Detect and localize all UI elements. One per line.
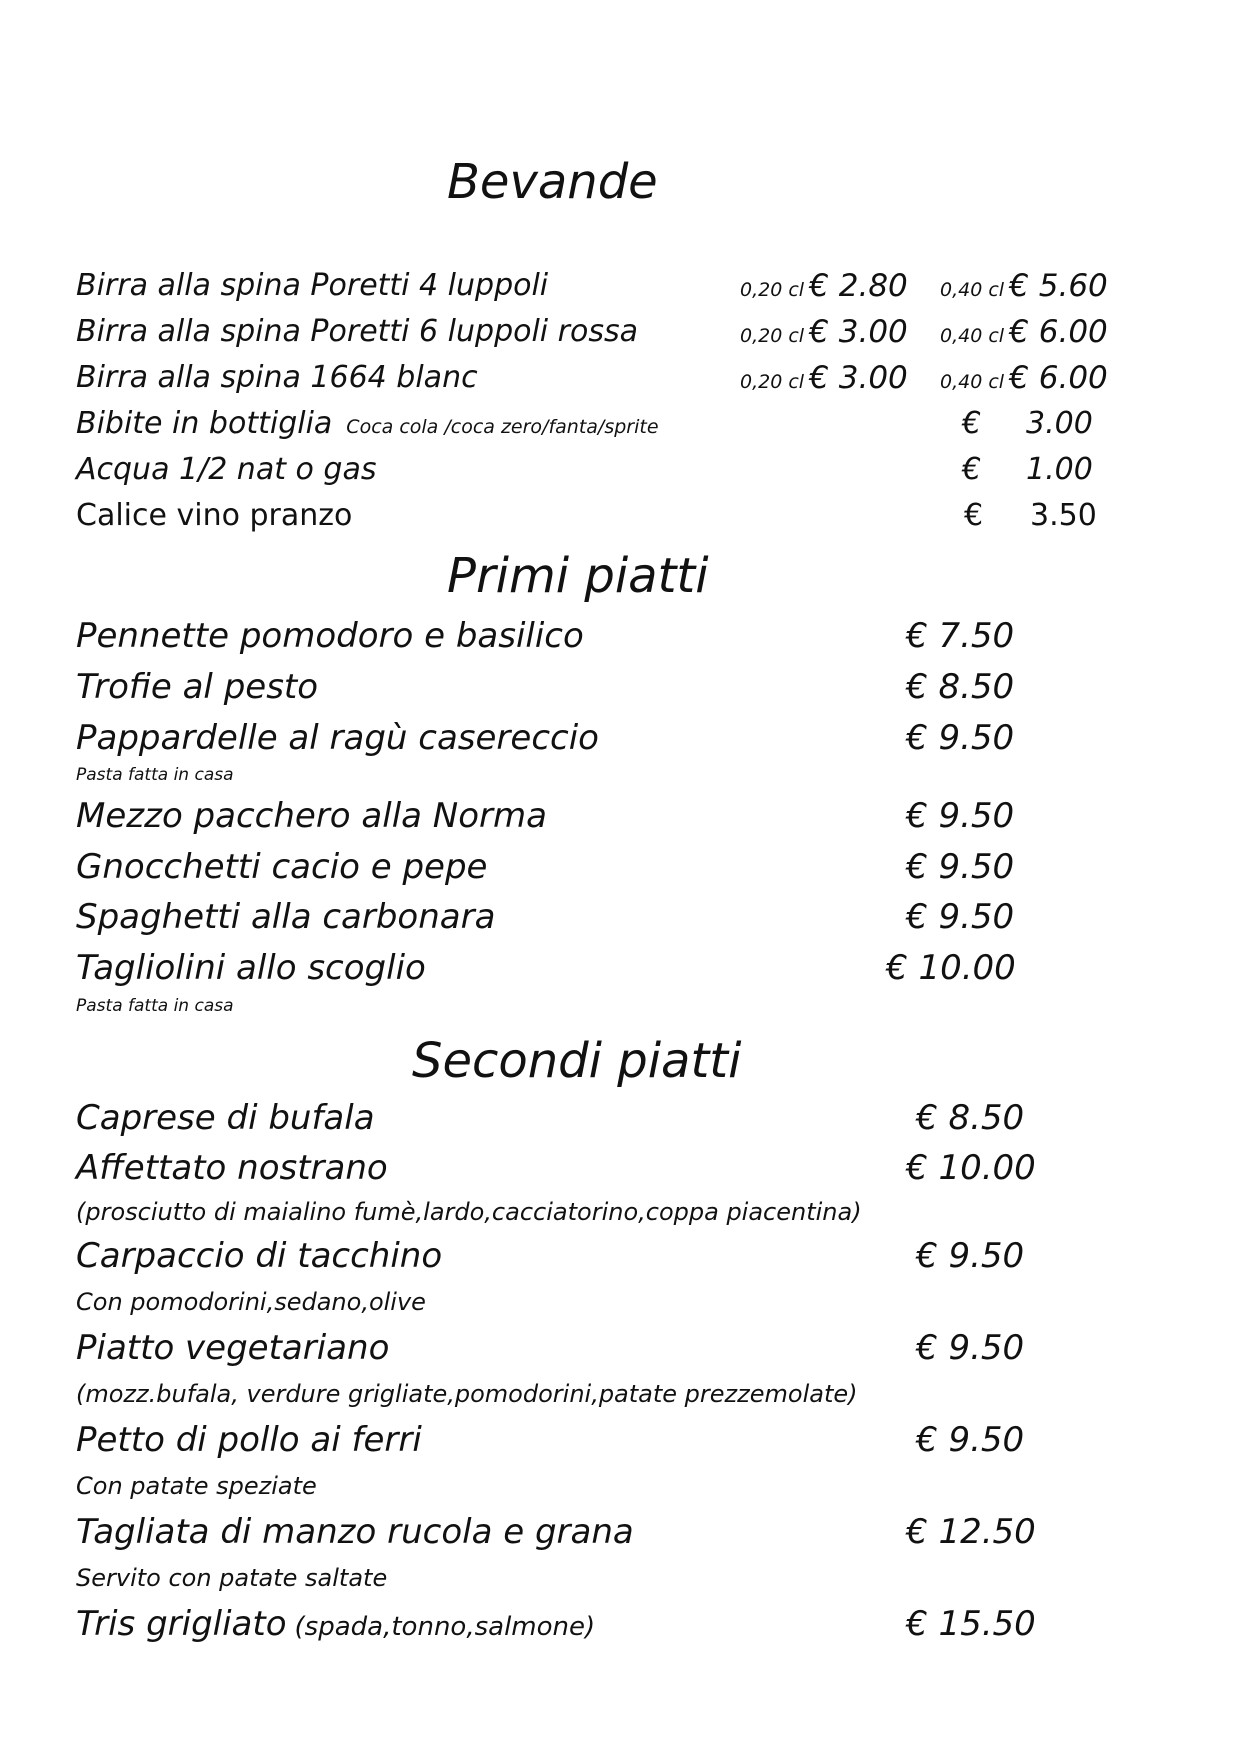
menu-item-name: Carpaccio di tacchino xyxy=(76,1236,443,1276)
menu-item-note: Servito con patate saltate xyxy=(76,1564,388,1592)
currency-symbol: € xyxy=(962,452,982,487)
section-title-secondi: Secondi piatti xyxy=(412,1033,742,1089)
size-label: 0,20 cl xyxy=(740,325,805,347)
menu-item-price: € 9.50 xyxy=(906,796,1015,836)
price-value: € 6.00 xyxy=(1009,360,1108,396)
menu-item-name: Birra alla spina Poretti 6 luppoli rossa xyxy=(76,314,639,349)
menu-item-name: Tagliolini allo scoglio xyxy=(76,948,426,988)
menu-item-detail: Coca cola /coca zero/fanta/sprite xyxy=(346,416,659,438)
menu-item-price: € 15.50 xyxy=(906,1604,1036,1644)
menu-item-note: Con patate speziate xyxy=(76,1472,317,1500)
menu-item-price: € 8.50 xyxy=(916,1098,1025,1138)
menu-item-price: € 12.50 xyxy=(906,1512,1036,1552)
menu-item-price: € 7.50 xyxy=(906,616,1015,656)
menu-item-price-small xyxy=(740,268,908,304)
menu-item-name: Pappardelle al ragù casereccio xyxy=(76,718,599,758)
menu-item-name: Affettato nostrano xyxy=(76,1148,388,1188)
menu-item-name: Acqua 1/2 nat o gas xyxy=(76,452,377,487)
menu-item-price-large xyxy=(940,360,1108,396)
menu-item-name: Caprese di bufala xyxy=(76,1098,375,1138)
menu-item-price-large xyxy=(940,268,1108,304)
menu-item-name: Birra alla spina 1664 blanc xyxy=(76,360,478,395)
menu-item-name: Calice vino pranzo xyxy=(76,498,353,533)
menu-item-price-large xyxy=(940,314,1108,350)
menu-item-name: Spaghetti alla carbonara xyxy=(76,897,496,937)
section-title-bevande: Bevande xyxy=(447,154,658,210)
price-amount: 3.50 xyxy=(1030,498,1097,533)
price-value: € 3.00 xyxy=(809,360,908,396)
menu-item-price: € 10.00 xyxy=(906,1148,1036,1188)
menu-item-note: (prosciutto di maialino fumè,lardo,cacciatorino,coppa piacentina) xyxy=(76,1198,862,1226)
menu-item-detail: (spada,tonno,salmone) xyxy=(294,1612,596,1642)
price-amount: 3.00 xyxy=(1026,406,1093,441)
size-label: 0,20 cl xyxy=(740,371,805,393)
price-amount: 1.00 xyxy=(1026,452,1093,487)
menu-item-name: Mezzo pacchero alla Norma xyxy=(76,796,547,836)
currency-symbol: € xyxy=(964,498,984,533)
price-value: € 3.00 xyxy=(809,314,908,350)
section-title-primi: Primi piatti xyxy=(447,548,709,604)
menu-item-price: € 9.50 xyxy=(906,897,1015,937)
menu-item-price: € 9.50 xyxy=(916,1420,1025,1460)
menu-item xyxy=(76,1604,595,1647)
menu-item-name: Trofie al pesto xyxy=(76,667,319,707)
menu-item-note: (mozz.bufala, verdure grigliate,pomodorini,patate prezzemolate) xyxy=(76,1380,858,1408)
menu-item-name: Bibite in bottiglia xyxy=(76,406,333,441)
menu-item-name: Tris grigliato xyxy=(76,1604,287,1644)
size-label: 0,40 cl xyxy=(940,325,1005,347)
menu-item-name: Birra alla spina Poretti 4 luppoli xyxy=(76,268,549,303)
price-value: € 5.60 xyxy=(1009,268,1108,304)
menu-item-price: € 9.50 xyxy=(906,847,1015,887)
menu-item-note: Pasta fatta in casa xyxy=(76,765,234,785)
menu-item-price: € 8.50 xyxy=(906,667,1015,707)
menu-item-price: € 9.50 xyxy=(916,1236,1025,1276)
price-value: € 2.80 xyxy=(809,268,908,304)
size-label: 0,40 cl xyxy=(940,279,1005,301)
menu-item-note: Pasta fatta in casa xyxy=(76,996,234,1016)
menu-item-name: Tagliata di manzo rucola e grana xyxy=(76,1512,634,1552)
price-value: € 6.00 xyxy=(1009,314,1108,350)
menu-item-price: € 9.50 xyxy=(916,1328,1025,1368)
menu-item-name: Petto di pollo ai ferri xyxy=(76,1420,422,1460)
menu-item-price-small xyxy=(740,360,908,396)
menu-item-price-small xyxy=(740,314,908,350)
menu-item-price: € 10.00 xyxy=(886,948,1016,988)
menu-item-name: Piatto vegetariano xyxy=(76,1328,390,1368)
menu-item-note: Con pomodorini,sedano,olive xyxy=(76,1288,426,1316)
menu-item-name: Pennette pomodoro e basilico xyxy=(76,616,584,656)
currency-symbol: € xyxy=(962,406,982,441)
menu-item xyxy=(76,406,659,445)
menu-item-name: Gnocchetti cacio e pepe xyxy=(76,847,488,887)
menu-item-price: € 9.50 xyxy=(906,718,1015,758)
size-label: 0,20 cl xyxy=(740,279,805,301)
size-label: 0,40 cl xyxy=(940,371,1005,393)
